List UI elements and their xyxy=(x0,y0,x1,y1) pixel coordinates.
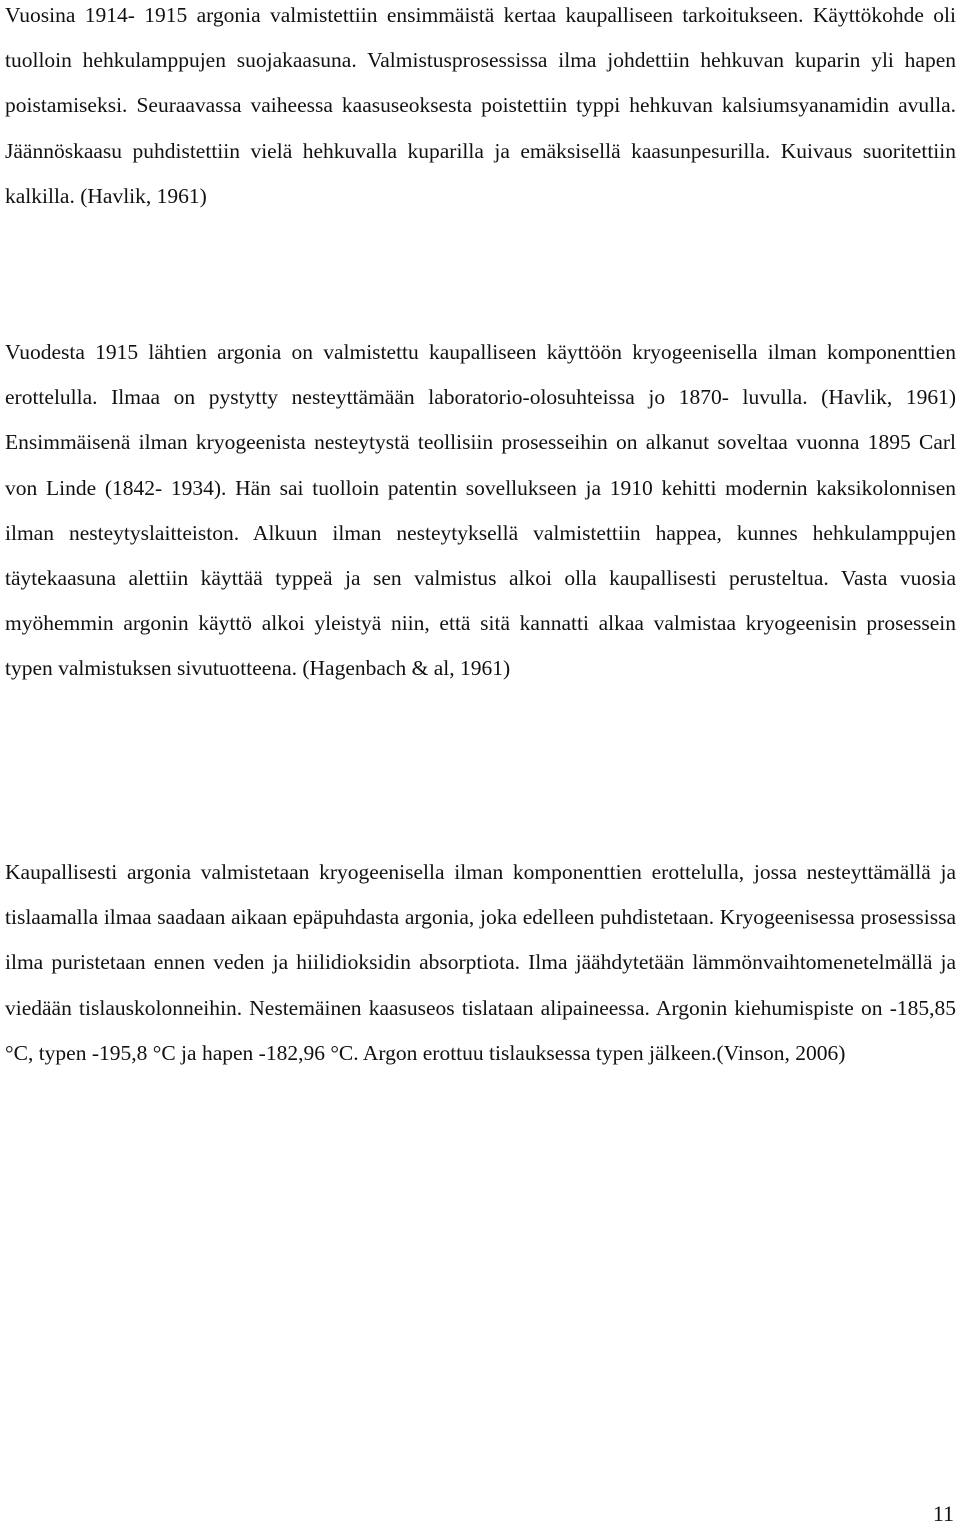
paragraph-cryogenic-history: Vuodesta 1915 lähtien argonia on valmistettu kaupalliseen käyttöön kryogeenisella ilman komponenttien erottelulla. Ilmaa on pystytty nesteyttämään laboratorio-olosuhteissa jo 1870- luvulla. (Havlik, 1961) Ensimmäisenä ilman kryogeenista nesteytystä teollisiin prosesseihin on alkanut soveltaa vuonna 1895 Carl von Linde (1842- 1934). Hän sai tuolloin patentin sovellukseen ja 1910 kehitti modernin kaksikolonnisen ilman nesteytyslaitteiston. Alkuun ilman nesteytyksellä valmistettiin happea, kunnes hehkulamppujen täytekaasuna alettiin käyttää typpeä ja sen valmistus alkoi olla kaupallisesti perusteltua. Vasta vuosia myöhemmin argonin käyttö alkoi yleistyä niin, että sitä kannatti alkaa valmistaa kryogeenisin prosessein typen valmistuksen sivutuotteena. (Hagenbach & al, 1961) xyxy=(5,340,956,681)
paragraph-history-1914: Vuosina 1914- 1915 argonia valmistettiin ensimmäistä kertaa kaupalliseen tarkoitukseen. Käyttökohde oli tuolloin hehkulamppujen suojakaasuna. Valmistusprosessissa ilma johdettiin hehkuvan kuparin yli hapen poistamiseksi. Seuraavassa vaiheessa kaasuseoksesta poistettiin typpi hehkuvan kalsiumsyanamidin avulla. Jäännöskaasu puhdistettiin vielä hehkuvalla kuparilla ja emäksisellä kaasunpesurilla. Kuivaus suoritettiin kalkilla. (Havlik, 1961) xyxy=(5,3,956,208)
page-number: 11 xyxy=(932,1501,954,1526)
paragraph-commercial-production: Kaupallisesti argonia valmistetaan kryogeenisella ilman komponenttien erottelulla, jossa nesteyttämällä ja tislaamalla ilmaa saadaan aikaan epäpuhdasta argonia, joka edelleen puhdistetaan. Kryogeenisessa prosessissa ilma puristetaan ennen veden ja hiilidioksidin absorptiota. Ilma jäähdytetään lämmönvaihtomenetelmällä ja viedään tislauskolonneihin. Nestemäinen kaasuseos tislataan alipaineessa. Argonin kiehumispiste on -185,85 °C, typen -195,8 °C ja hapen -182,96 °C. Argon erottuu tislauksessa typen jälkeen.(Vinson, 2006) xyxy=(5,860,956,1065)
